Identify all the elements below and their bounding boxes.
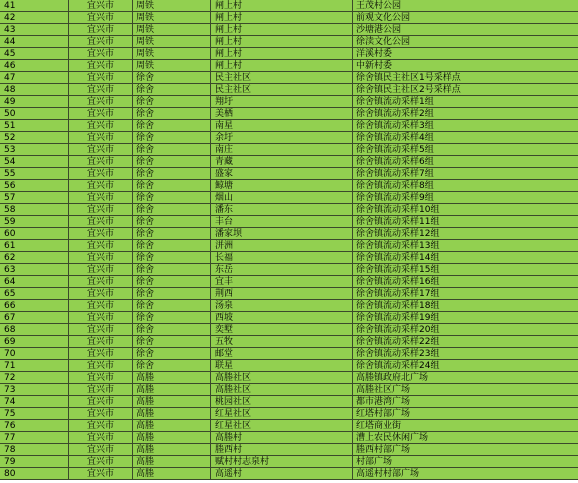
community-cell[interactable]: 西坡: [211, 312, 353, 323]
row-number-cell[interactable]: 53: [0, 144, 69, 155]
community-cell[interactable]: 高塍社区: [211, 384, 353, 395]
row-number-cell[interactable]: 68: [0, 324, 69, 335]
town-cell[interactable]: 周铁: [133, 12, 211, 23]
town-cell[interactable]: 周铁: [133, 60, 211, 71]
city-cell[interactable]: 宜兴市: [69, 372, 133, 383]
city-cell[interactable]: 宜兴市: [69, 36, 133, 47]
community-cell[interactable]: 翔圩: [211, 96, 353, 107]
community-cell[interactable]: 汤泉: [211, 300, 353, 311]
sampling-site-cell[interactable]: 徐舍镇民主社区1号采样点: [356, 73, 461, 83]
community-cell[interactable]: 闸上村: [211, 60, 353, 71]
town-cell[interactable]: 徐舍: [133, 192, 211, 203]
table-row: [0, 108, 578, 120]
table-row: [0, 84, 578, 96]
city-cell[interactable]: 宜兴市: [69, 312, 133, 323]
city-cell[interactable]: 宜兴市: [69, 300, 133, 311]
city-cell[interactable]: 宜兴市: [69, 228, 133, 239]
row-number-cell[interactable]: 64: [0, 276, 69, 287]
community-cell[interactable]: 闸上村: [211, 12, 353, 23]
table-row: [0, 36, 578, 48]
community-cell[interactable]: 赋村村志泉村: [211, 456, 353, 467]
community-cell[interactable]: 宜丰: [211, 276, 353, 287]
city-cell[interactable]: 宜兴市: [69, 216, 133, 227]
sampling-site-cell[interactable]: 红塔商业街: [356, 421, 402, 431]
town-cell[interactable]: 周铁: [133, 36, 211, 47]
town-cell[interactable]: 徐舍: [133, 180, 211, 191]
community-cell[interactable]: 高塍村: [211, 432, 353, 443]
community-cell[interactable]: 洴洲: [211, 240, 353, 251]
city-cell[interactable]: 宜兴市: [69, 156, 133, 167]
row-number-cell[interactable]: 77: [0, 432, 69, 443]
row-number-cell[interactable]: 79: [0, 456, 69, 467]
table-row: [0, 180, 578, 192]
row-number-cell[interactable]: 48: [0, 84, 69, 95]
town-cell[interactable]: 徐舍: [133, 96, 211, 107]
town-cell[interactable]: 徐舍: [133, 204, 211, 215]
community-cell[interactable]: 南庄: [211, 144, 353, 155]
community-cell[interactable]: 余圩: [211, 132, 353, 143]
row-number-cell[interactable]: 78: [0, 444, 69, 455]
table-row: [0, 336, 578, 348]
city-cell[interactable]: 宜兴市: [69, 96, 133, 107]
city-cell[interactable]: 宜兴市: [69, 84, 133, 95]
city-cell[interactable]: 宜兴市: [69, 120, 133, 131]
community-cell[interactable]: 塍西村: [211, 444, 353, 455]
sampling-site-cell[interactable]: 村部广场: [356, 457, 393, 467]
sampling-site-cell[interactable]: 徐舍镇民主社区2号采样点: [356, 85, 461, 95]
town-cell[interactable]: 徐舍: [133, 84, 211, 95]
row-number-cell[interactable]: 41: [0, 0, 69, 11]
row-number-cell[interactable]: 70: [0, 348, 69, 359]
table-row: [0, 288, 578, 300]
town-cell[interactable]: 徐舍: [133, 120, 211, 131]
row-number-cell[interactable]: 74: [0, 396, 69, 407]
community-cell[interactable]: 荆西: [211, 288, 353, 299]
city-cell[interactable]: 宜兴市: [69, 348, 133, 359]
town-cell[interactable]: 徐舍: [133, 336, 211, 347]
community-cell[interactable]: 桃园社区: [211, 396, 353, 407]
sampling-site-cell[interactable]: 徐舍镇流动采样3组: [356, 121, 434, 131]
community-cell[interactable]: 邮堂: [211, 348, 353, 359]
table-row: [0, 156, 578, 168]
community-cell[interactable]: 高遥村: [211, 468, 353, 479]
city-cell[interactable]: 宜兴市: [69, 360, 133, 371]
city-cell[interactable]: 宜兴市: [69, 144, 133, 155]
town-cell[interactable]: 徐舍: [133, 144, 211, 155]
sampling-site-cell[interactable]: 徐舍镇流动采样6组: [356, 157, 434, 167]
community-cell[interactable]: 闸上村: [211, 36, 353, 47]
row-number-cell[interactable]: 76: [0, 420, 69, 431]
sampling-site-cell[interactable]: 徐舍镇流动采样13组: [356, 241, 440, 251]
sampling-site-cell[interactable]: 漕上农民休闲广场: [356, 433, 429, 443]
table-row: [0, 456, 578, 468]
city-cell[interactable]: 宜兴市: [69, 132, 133, 143]
table-row: [0, 264, 578, 276]
table-row: [0, 228, 578, 240]
community-cell[interactable]: 烟山: [211, 192, 353, 203]
table-row: [0, 204, 578, 216]
city-cell[interactable]: 宜兴市: [69, 204, 133, 215]
city-cell[interactable]: 宜兴市: [69, 420, 133, 431]
city-cell[interactable]: 宜兴市: [69, 168, 133, 179]
sampling-site-cell[interactable]: 徐舍镇流动采样22组: [356, 337, 440, 347]
town-cell[interactable]: 徐舍: [133, 324, 211, 335]
table-row: [0, 348, 578, 360]
town-cell[interactable]: 徐舍: [133, 252, 211, 263]
sampling-site-cell[interactable]: 徐舍镇流动采样23组: [356, 349, 440, 359]
town-cell[interactable]: 徐舍: [133, 276, 211, 287]
town-cell[interactable]: 徐舍: [133, 156, 211, 167]
sampling-site-cell[interactable]: 徐舍镇流动采样16组: [356, 277, 440, 287]
town-cell[interactable]: 徐舍: [133, 72, 211, 83]
table-row: [0, 12, 578, 24]
row-number-cell[interactable]: 71: [0, 360, 69, 371]
city-cell[interactable]: 宜兴市: [69, 192, 133, 203]
town-cell[interactable]: 周铁: [133, 24, 211, 35]
town-cell[interactable]: 周铁: [133, 48, 211, 59]
town-cell[interactable]: 周铁: [133, 0, 211, 11]
sampling-site-cell[interactable]: 前观文化公园: [356, 13, 411, 23]
sampling-site-cell[interactable]: 王茂村公园: [356, 1, 402, 11]
table-row: [0, 48, 578, 60]
table-row: [0, 0, 578, 12]
community-cell[interactable]: 民主社区: [211, 84, 353, 95]
table-row: [0, 192, 578, 204]
sampling-site-cell[interactable]: 徐舍镇流动采样19组: [356, 313, 440, 323]
table-row: [0, 300, 578, 312]
city-cell[interactable]: 宜兴市: [69, 60, 133, 71]
community-cell[interactable]: 闸上村: [211, 0, 353, 11]
row-number-cell[interactable]: 45: [0, 48, 69, 59]
sampling-site-cell[interactable]: 徐渎文化公园: [356, 37, 411, 47]
sampling-site-cell[interactable]: 徐舍镇流动采样1组: [356, 97, 434, 107]
table-row: [0, 216, 578, 228]
community-cell[interactable]: 奕墅: [211, 324, 353, 335]
community-cell[interactable]: 丰台: [211, 216, 353, 227]
community-cell[interactable]: 民主社区: [211, 72, 353, 83]
sampling-site-cell[interactable]: 徐舍镇流动采样7组: [356, 169, 434, 179]
table-row: [0, 60, 578, 72]
row-number-cell[interactable]: 56: [0, 180, 69, 191]
town-cell[interactable]: 徐舍: [133, 240, 211, 251]
row-number-cell[interactable]: 75: [0, 408, 69, 419]
row-number-cell[interactable]: 51: [0, 120, 69, 131]
city-cell[interactable]: 宜兴市: [69, 288, 133, 299]
city-cell[interactable]: 宜兴市: [69, 0, 133, 11]
community-cell[interactable]: 鲸塘: [211, 180, 353, 191]
row-number-cell[interactable]: 63: [0, 264, 69, 275]
community-cell[interactable]: 潘家坝: [211, 228, 353, 239]
town-cell[interactable]: 高塍: [133, 396, 211, 407]
city-cell[interactable]: 宜兴市: [69, 48, 133, 59]
row-number-cell[interactable]: 69: [0, 336, 69, 347]
city-cell[interactable]: 宜兴市: [69, 396, 133, 407]
sampling-site-cell[interactable]: 徐舍镇流动采样2组: [356, 109, 434, 119]
table-row: [0, 276, 578, 288]
row-number-cell[interactable]: 44: [0, 36, 69, 47]
sampling-site-cell[interactable]: 徐舍镇流动采样4组: [356, 133, 434, 143]
row-number-cell[interactable]: 62: [0, 252, 69, 263]
town-cell[interactable]: 高塍: [133, 456, 211, 467]
town-cell[interactable]: 徐舍: [133, 312, 211, 323]
community-cell[interactable]: 长福: [211, 252, 353, 263]
community-cell[interactable]: 红星社区: [211, 420, 353, 431]
town-cell[interactable]: 徐舍: [133, 348, 211, 359]
city-cell[interactable]: 宜兴市: [69, 24, 133, 35]
town-cell[interactable]: 高塍: [133, 432, 211, 443]
town-cell[interactable]: 高塍: [133, 468, 211, 479]
row-number-cell[interactable]: 73: [0, 384, 69, 395]
sampling-site-cell[interactable]: 徐舍镇流动采样15组: [356, 265, 440, 275]
row-number-cell[interactable]: 65: [0, 288, 69, 299]
table-row: [0, 360, 578, 372]
town-cell[interactable]: 徐舍: [133, 132, 211, 143]
row-number-cell[interactable]: 42: [0, 12, 69, 23]
sampling-site-cell[interactable]: 徐舍镇流动采样18组: [356, 301, 440, 311]
row-number-cell[interactable]: 54: [0, 156, 69, 167]
table-row: [0, 96, 578, 108]
city-cell[interactable]: 宜兴市: [69, 468, 133, 479]
sampling-site-cell[interactable]: 徐舍镇流动采样12组: [356, 229, 440, 239]
city-cell[interactable]: 宜兴市: [69, 444, 133, 455]
community-cell[interactable]: 联星: [211, 360, 353, 371]
sampling-site-cell[interactable]: 沙塘港公园: [356, 25, 402, 35]
town-cell[interactable]: 徐舍: [133, 108, 211, 119]
row-number-cell[interactable]: 59: [0, 216, 69, 227]
town-cell[interactable]: 徐舍: [133, 360, 211, 371]
sampling-site-cell[interactable]: 徐舍镇流动采样9组: [356, 193, 434, 203]
city-cell[interactable]: 宜兴市: [69, 108, 133, 119]
table-row: [0, 420, 578, 432]
row-number-cell[interactable]: 50: [0, 108, 69, 119]
row-number-cell[interactable]: 49: [0, 96, 69, 107]
town-cell[interactable]: 徐舍: [133, 264, 211, 275]
town-cell[interactable]: 高塍: [133, 372, 211, 383]
town-cell[interactable]: 徐舍: [133, 288, 211, 299]
community-cell[interactable]: 闸上村: [211, 48, 353, 59]
table-row: [0, 384, 578, 396]
city-cell[interactable]: 宜兴市: [69, 336, 133, 347]
sampling-site-cell[interactable]: 高塍社区广场: [356, 385, 411, 395]
row-number-cell[interactable]: 52: [0, 132, 69, 143]
sampling-site-cell[interactable]: 都市港湾广场: [356, 397, 411, 407]
row-number-cell[interactable]: 47: [0, 72, 69, 83]
community-cell[interactable]: 东岳: [211, 264, 353, 275]
town-cell[interactable]: 高塍: [133, 408, 211, 419]
table-row: [0, 168, 578, 180]
sampling-site-cell[interactable]: 徐舍镇流动采样11组: [356, 217, 440, 227]
sampling-site-cell[interactable]: 徐舍镇流动采样5组: [356, 145, 434, 155]
sampling-site-cell[interactable]: 徐舍镇流动采样14组: [356, 253, 440, 263]
table-row: [0, 372, 578, 384]
town-cell[interactable]: 徐舍: [133, 300, 211, 311]
town-cell[interactable]: 徐舍: [133, 216, 211, 227]
city-cell[interactable]: 宜兴市: [69, 264, 133, 275]
sampling-site-cell[interactable]: 高遥村村部广场: [356, 469, 420, 479]
community-cell[interactable]: 潘东: [211, 204, 353, 215]
town-cell[interactable]: 高塍: [133, 444, 211, 455]
city-cell[interactable]: 宜兴市: [69, 276, 133, 287]
community-cell[interactable]: 盛家: [211, 168, 353, 179]
table-row: [0, 396, 578, 408]
sampling-site-cell[interactable]: 徐舍镇流动采样10组: [356, 205, 440, 215]
city-cell[interactable]: 宜兴市: [69, 12, 133, 23]
table-row: [0, 120, 578, 132]
community-cell[interactable]: 南星: [211, 120, 353, 131]
row-number-cell[interactable]: 72: [0, 372, 69, 383]
row-number-cell[interactable]: 66: [0, 300, 69, 311]
city-cell[interactable]: 宜兴市: [69, 456, 133, 467]
table-row: [0, 324, 578, 336]
city-cell[interactable]: 宜兴市: [69, 432, 133, 443]
row-number-cell[interactable]: 46: [0, 60, 69, 71]
town-cell[interactable]: 高塍: [133, 420, 211, 431]
city-cell[interactable]: 宜兴市: [69, 384, 133, 395]
town-cell[interactable]: 徐舍: [133, 228, 211, 239]
row-number-cell[interactable]: 61: [0, 240, 69, 251]
community-cell[interactable]: 五牧: [211, 336, 353, 347]
sampling-site-cell[interactable]: 徐舍镇流动采样24组: [356, 361, 440, 371]
city-cell[interactable]: 宜兴市: [69, 408, 133, 419]
town-cell[interactable]: 高塍: [133, 384, 211, 395]
row-number-cell[interactable]: 55: [0, 168, 69, 179]
city-cell[interactable]: 宜兴市: [69, 72, 133, 83]
row-number-cell[interactable]: 67: [0, 312, 69, 323]
sampling-site-cell[interactable]: 中新村委: [356, 61, 393, 71]
row-number-cell[interactable]: 80: [0, 468, 69, 479]
sampling-site-cell[interactable]: 徐舍镇流动采样17组: [356, 289, 440, 299]
city-cell[interactable]: 宜兴市: [69, 180, 133, 191]
community-cell[interactable]: 高塍社区: [211, 372, 353, 383]
town-cell[interactable]: 徐舍: [133, 168, 211, 179]
row-number-cell[interactable]: 57: [0, 192, 69, 203]
table-row: [0, 240, 578, 252]
table-row: [0, 132, 578, 144]
city-cell[interactable]: 宜兴市: [69, 324, 133, 335]
table-row: [0, 144, 578, 156]
row-number-cell[interactable]: 60: [0, 228, 69, 239]
table-row: [0, 72, 578, 84]
sampling-site-cell[interactable]: 高塍镇政府北广场: [356, 373, 429, 383]
sampling-site-cell[interactable]: 红塔村部广场: [356, 409, 411, 419]
community-cell[interactable]: 美栖: [211, 108, 353, 119]
table-row: [0, 432, 578, 444]
table-row: [0, 252, 578, 264]
community-cell[interactable]: 红星社区: [211, 408, 353, 419]
row-number-cell[interactable]: 43: [0, 24, 69, 35]
table-row: [0, 24, 578, 36]
sampling-site-cell[interactable]: 徐舍镇流动采样8组: [356, 181, 434, 191]
row-number-cell[interactable]: 58: [0, 204, 69, 215]
community-cell[interactable]: 青藏: [211, 156, 353, 167]
city-cell[interactable]: 宜兴市: [69, 252, 133, 263]
sampling-site-cell[interactable]: 塍西村部广场: [356, 445, 411, 455]
sampling-site-cell[interactable]: 徐舍镇流动采样20组: [356, 325, 440, 335]
table-row: [0, 408, 578, 420]
table-row: [0, 468, 578, 480]
city-cell[interactable]: 宜兴市: [69, 240, 133, 251]
sampling-site-cell[interactable]: 洋溪村委: [356, 49, 393, 59]
community-cell[interactable]: 闸上村: [211, 24, 353, 35]
table-row: [0, 444, 578, 456]
table-row: [0, 312, 578, 324]
